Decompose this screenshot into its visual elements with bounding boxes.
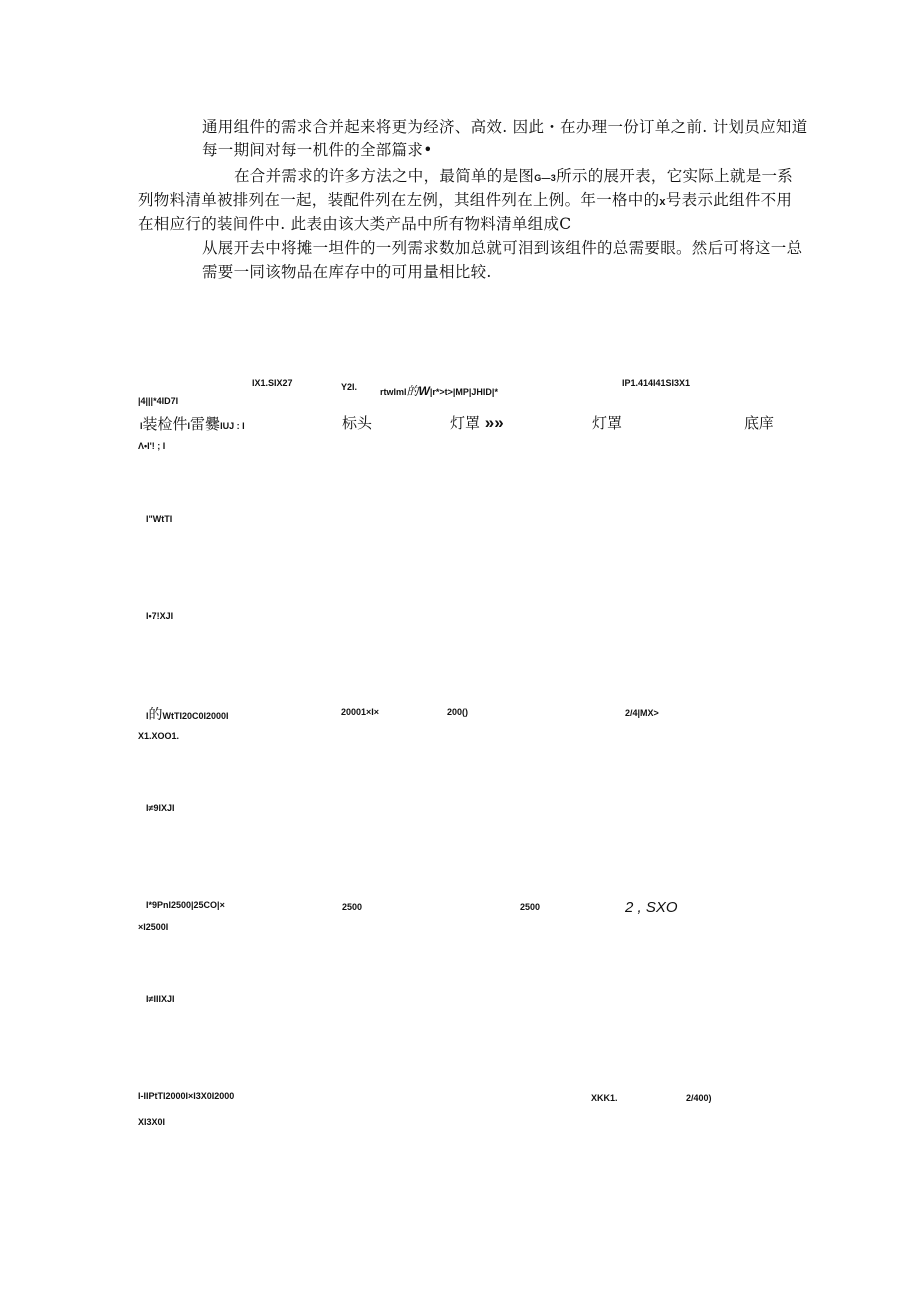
paragraph-2-line-1-text: 在合并需求的许多方法之中，最简单的是图: [234, 167, 535, 185]
row-label-top: |4|||*4ID7I: [138, 396, 179, 406]
header-assembly: [140, 413, 245, 434]
header-col-3: 灯罩: [592, 414, 623, 432]
header-col-4: 底庠: [744, 414, 775, 432]
paragraph-2-line-1: [234, 164, 793, 186]
row-7-sub: XI3X0I: [138, 1117, 166, 1127]
row-3-label: [146, 704, 229, 724]
row-4-label: I≠9IXJI: [146, 803, 175, 813]
row-3-sub: X1.XOO1.: [138, 731, 180, 741]
top-label-a: IX1.SIX27: [252, 378, 293, 388]
x-mark-reference: x: [659, 196, 666, 208]
row-7-value-2: 2/400): [686, 1093, 712, 1103]
row-5-value-2: 2500: [520, 902, 541, 912]
header-prefix: I: [140, 421, 143, 431]
sub-label: Λ•I'! ; I: [138, 441, 166, 451]
header-tail: IUJ : I: [220, 421, 245, 431]
row-6-label: I≠IIIXJI: [146, 994, 175, 1004]
paragraph-1-line-1: 通用组件的需求合并起来将更为经济、高效. 因此・在办理一份订单之前. 计划员应知道: [202, 118, 808, 136]
row-3-value-2: 200(): [447, 707, 469, 717]
paragraph-2-line-2-tail: 号表示此组件不用: [665, 191, 793, 209]
top-label-d: IP1.414I41SI3X1: [622, 378, 691, 388]
row-1-label: I"WtTI: [146, 514, 173, 524]
header-main: 装检件: [142, 415, 188, 433]
row-3-value-1: 20001×I×: [341, 707, 380, 717]
paragraph-3-line-1: 从展开去中将摊一坦件的一列需求数加总就可泪到该组件的总需要眼。然后可将这一总: [202, 239, 803, 257]
figure-reference: G—3: [534, 173, 557, 183]
row-2-label: I•7!XJI: [146, 611, 174, 621]
paragraph-2-line-2: [138, 188, 792, 210]
paragraph-2-line-2-text: 列物料清单被排列在一起，装配件列在左例，其组件列在上例。年一格中的: [138, 191, 660, 209]
row-3-rest: WtTI20C0I2000I: [162, 711, 229, 721]
header-col-2: [450, 412, 504, 433]
paragraph-2-line-1-tail: 所示的展开表，它实际上就是一系: [556, 167, 794, 185]
row-5-label: I*9PnI2500|25CO|×: [146, 900, 225, 910]
header-need: 雷爨: [190, 415, 221, 433]
row-3-value-3: 2/4|MX>: [625, 708, 659, 718]
row-3-prefix: I: [146, 711, 149, 721]
row-5-value-1: 2500: [342, 902, 363, 912]
row-3-char: 的: [148, 707, 163, 723]
top-label-c-1: rtwlml: [380, 387, 407, 397]
top-label-c: [380, 382, 498, 399]
row-7-value-1: XKK1.: [591, 1093, 618, 1103]
row-7-label: I-IIPtTI2000I×I3X0I2000: [138, 1091, 235, 1101]
paragraph-1-line-2: 每一期间对每一机件的全部篇求•: [202, 141, 433, 159]
header-col-1: 标头: [342, 414, 373, 432]
top-label-c-4: |r*>t>|MP|JHID|*: [429, 387, 498, 397]
header-mid: I: [187, 421, 191, 431]
top-label-b: Y2I.: [341, 382, 358, 392]
paragraph-2-line-3: 在相应行的装间件中. 此表由该大类产品中所有物料清单组成C: [138, 215, 572, 233]
header-col-2-text: 灯罩: [450, 414, 481, 432]
paragraph-3-line-2: 需要一同该物品在库存中的可用量相比较.: [202, 263, 492, 281]
top-label-c-3: W: [418, 384, 430, 398]
row-5-value-3: 2 , SXO: [625, 899, 678, 916]
top-label-c-2: 的: [406, 384, 419, 398]
row-5-sub: ×I2500I: [138, 922, 169, 932]
header-col-2-mark: »»: [484, 413, 504, 432]
